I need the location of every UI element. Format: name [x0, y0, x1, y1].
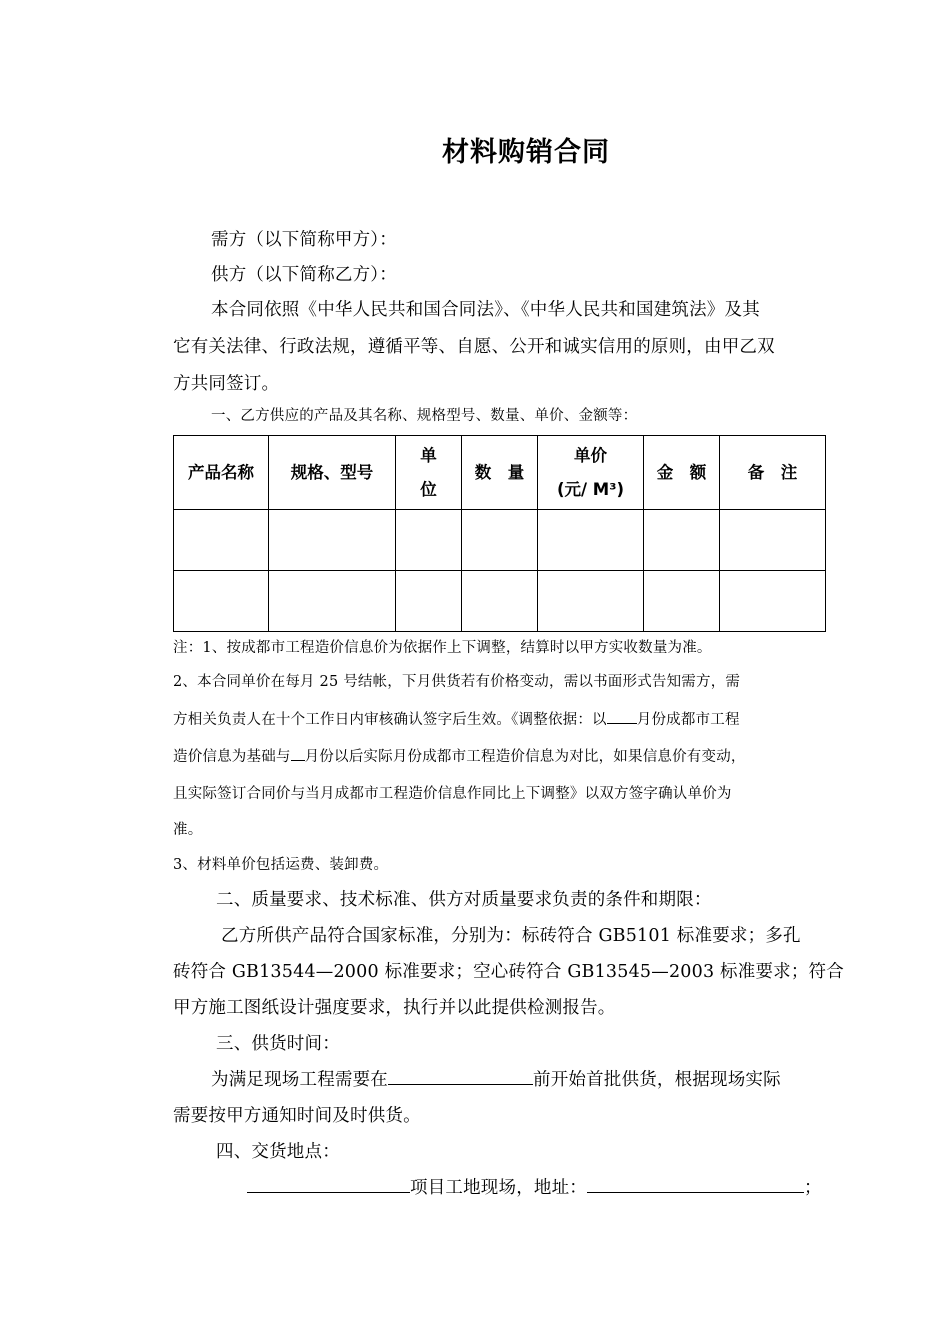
header-unit-bottom: 位 [420, 479, 437, 499]
section3-line-1-text-a: 为满足现场工程需要在 [211, 1070, 388, 1090]
section1-heading: 一、乙方供应的产品及其名称、规格型号、数量、单价、金额等： [211, 408, 638, 424]
section4-line-1-text-b: ； [804, 1178, 822, 1198]
note-2-line-2-text-b: 月份成都市工程 [636, 712, 740, 728]
intro-line-3: 方共同签订。 [173, 374, 280, 394]
table-cell[interactable] [644, 510, 720, 571]
note-2-line-3-text-b: 月份以后实际月份成都市工程造价信息为对比，如果信息价有变动， [304, 749, 746, 765]
intro-line-2: 它有关法律、行政法规，遵循平等、自愿、公开和诚实信用的原则，由甲乙双 [173, 337, 775, 357]
table-row [174, 510, 826, 571]
note-2-line-5: 准。 [173, 822, 203, 838]
intro-line-1: 本合同依照《中华人民共和国合同法》、《中华人民共和国建筑法》及其 [211, 300, 760, 320]
party-b-line: 供方（以下简称乙方）： [211, 265, 397, 285]
section2-line-3: 甲方施工图纸设计强度要求，执行并以此提供检测报告。 [173, 998, 616, 1018]
note-2-line-3-text-a: 造价信息为基础与 [173, 749, 291, 765]
header-price-bottom: (元/ M³) [557, 479, 624, 499]
table-cell[interactable] [720, 510, 826, 571]
project-name-blank[interactable] [247, 1175, 410, 1194]
table-cell[interactable] [269, 571, 396, 632]
note-2-line-1: 2、本合同单价在每月 25 号结帐，下月供货若有价格变动，需以书面形式告知需方，需 [173, 674, 741, 690]
table-cell[interactable] [462, 510, 538, 571]
header-price-top: 单价 [574, 445, 607, 465]
table-cell[interactable] [174, 510, 269, 571]
table-cell[interactable] [462, 571, 538, 632]
delivery-date-blank[interactable] [388, 1067, 533, 1086]
table-cell[interactable] [269, 510, 396, 571]
table-cell[interactable] [174, 571, 269, 632]
section3-line-1-text-b: 前开始首批供货，根据现场实际 [533, 1070, 781, 1090]
table-cell[interactable] [396, 510, 462, 571]
month-blank-2[interactable] [291, 746, 305, 762]
section3-heading: 三、供货时间： [216, 1034, 340, 1054]
header-quantity: 数 量 [462, 436, 538, 510]
section4-line-1 [247, 1174, 822, 1199]
note-2-line-3 [173, 745, 746, 766]
section2-heading: 二、质量要求、技术标准、供方对质量要求负责的条件和期限： [216, 890, 712, 910]
section4-line-1-text-a: 项目工地现场，地址： [410, 1178, 587, 1198]
table-row [174, 571, 826, 632]
header-unit-top: 单 [420, 445, 437, 465]
section3-line-1 [211, 1066, 781, 1091]
section4-heading: 四、交货地点： [216, 1142, 340, 1162]
header-spec: 规格、型号 [269, 436, 396, 510]
section3-line-2: 需要按甲方通知时间及时供货。 [173, 1106, 421, 1126]
section2-line-2: 砖符合 GB13544—2000 标准要求；空心砖符合 GB13545—2003 标准要求；符合 [173, 962, 844, 982]
document-title: 材料购销合同 [442, 137, 610, 168]
month-blank-1[interactable] [607, 709, 637, 725]
table-cell[interactable] [644, 571, 720, 632]
table-cell[interactable] [538, 571, 644, 632]
table-cell[interactable] [538, 510, 644, 571]
note-1: 注：1、按成都市工程造价信息价为依据作上下调整，结算时以甲方实收数量为准。 [173, 640, 712, 656]
note-2-line-2 [173, 708, 740, 729]
note-2-line-4: 且实际签订合同价与当月成都市工程造价信息作同比上下调整》以双方签字确认单价为 [173, 786, 732, 802]
header-unit-price [538, 436, 644, 510]
table-cell[interactable] [720, 571, 826, 632]
header-product-name: 产品名称 [174, 436, 269, 510]
table-header-row [174, 436, 826, 510]
header-remark: 备 注 [720, 436, 826, 510]
address-blank[interactable] [587, 1175, 804, 1194]
table-cell[interactable] [396, 571, 462, 632]
note-3: 3、材料单价包括运费、装卸费。 [173, 857, 389, 873]
header-amount: 金 额 [644, 436, 720, 510]
party-a-line: 需方（以下简称甲方）： [211, 230, 397, 250]
header-unit [396, 436, 462, 510]
section2-line-1: 乙方所供产品符合国家标准，分别为：标砖符合 GB5101 标准要求；多孔 [221, 926, 801, 946]
product-table [173, 435, 826, 632]
note-2-line-2-text-a: 方相关负责人在十个工作日内审核确认签字后生效。《调整依据：以 [173, 712, 607, 728]
